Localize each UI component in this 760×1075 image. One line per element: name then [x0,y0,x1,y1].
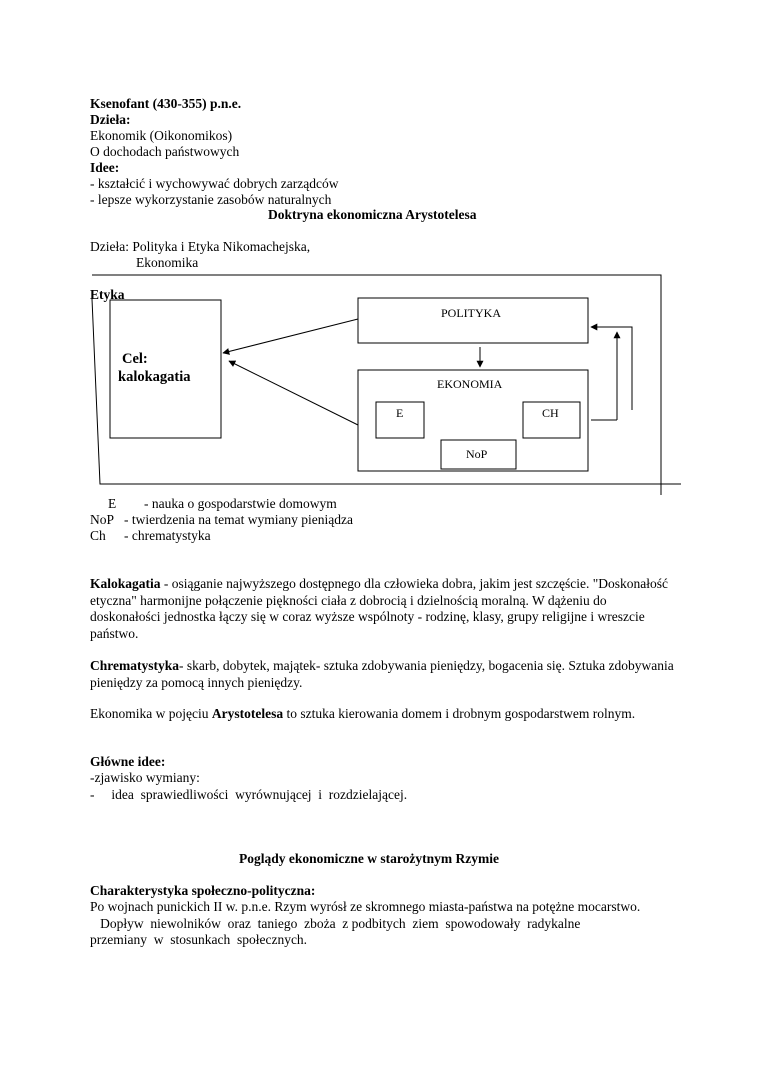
aristotle-works-line: Ekonomika [136,255,199,270]
ch-label: CH [542,406,559,420]
ekonomika-paragraph [90,706,645,723]
polityka-box [358,298,588,343]
legend-abbr: E [108,496,117,511]
ekonomia-label: EKONOMIA [437,377,503,391]
arrow-ekonomia-to-goal [229,361,358,425]
work-item: O dochodach państwowych [90,144,240,159]
rome-paragraph [90,899,650,949]
goal-label: Cel: [122,351,148,367]
name: Arystotelesa [211,706,284,721]
legend-abbr: NoP [90,512,115,527]
term: Kalokagatia [90,576,161,591]
polityka-label: POLITYKA [441,306,501,320]
aristotle-works-line: Dzieła: Polityka i Etyka Nikomachejska, [90,239,311,254]
aristotle-heading: Doktryna ekonomiczna Arystotelesa [268,207,477,222]
rome-heading: Poglądy ekonomiczne w starożytnym Rzymie [239,851,499,866]
e-label: E [396,406,404,420]
idea-item: - kształcić i wychowywać dobrych zarządców [90,176,339,191]
aristotle-diagram [0,0,760,520]
main-idea-item: -zjawisko wymiany: [90,770,200,785]
kalokagatia-paragraph [90,576,680,642]
rome-text: Po wojnach punickich II w. p.n.e. Rzym wyrósł ze skromnego miasta-państwa na potężne mocarstwo. [90,899,641,914]
text: Ekonomika w pojęciu [90,706,212,721]
work-item: Ekonomik (Oikonomikos) [90,128,233,143]
idea-item: - lepsze wykorzystanie zasobów naturalnych [90,192,332,207]
rome-text: Dopływ niewolników oraz taniego zboża z podbitych ziem spowodowały radykalne przemiany w stosunkach społecznych. [90,915,584,947]
term: Chrematystyka [90,658,179,673]
works-label: Dzieła: [90,112,131,127]
legend-abbr: Ch [90,528,106,543]
text: to sztuka kierowania domem i drobnym gospodarstwem rolnym. [283,706,636,721]
definition: - skarb, dobytek, majątek- sztuka zdobywania pieniędzy, bogacenia się. Sztuka zdobywania pieniędzy za pomocą innych pieniędzy. [90,658,674,690]
nop-label: NoP [466,447,488,461]
legend-text: - nauka o gospodarstwie domowym [144,496,337,511]
definition: - osiąganie najwyższego dostępnego dla człowieka dobra, jakim jest szczęście. "Doskonałość etyczna" harmonijne połączenie piękności ciała z dobrocią i dzielnością moralną. W dążeniu do doskonałości jednostka łączy się w coraz wyższe wspólnoty - rodzinę, klasy, grupy religijne i wreszcie państwo. [90,576,668,641]
main-ideas-label: Główne idee: [90,754,166,769]
main-idea-item: - idea sprawiedliwości wyrównującej i rozdzielającej. [90,787,408,802]
goal-label: kalokagatia [118,369,191,385]
rome-subheading: Charakterystyka społeczno-polityczna: [90,883,316,898]
outer-frame [92,275,661,495]
chrematystyka-paragraph [90,658,680,691]
etyka-label: Etyka [90,287,125,302]
arrow-feedback-to-polityka [591,327,632,410]
arrow-polityka-to-goal [223,319,358,353]
ideas-label: Idee: [90,160,120,175]
section-title-ksenofant: Ksenofant (430-355) p.n.e. [90,96,242,111]
legend-text: - twierdzenia na temat wymiany pieniądza [124,512,354,527]
legend-text: - chrematystyka [124,528,211,543]
